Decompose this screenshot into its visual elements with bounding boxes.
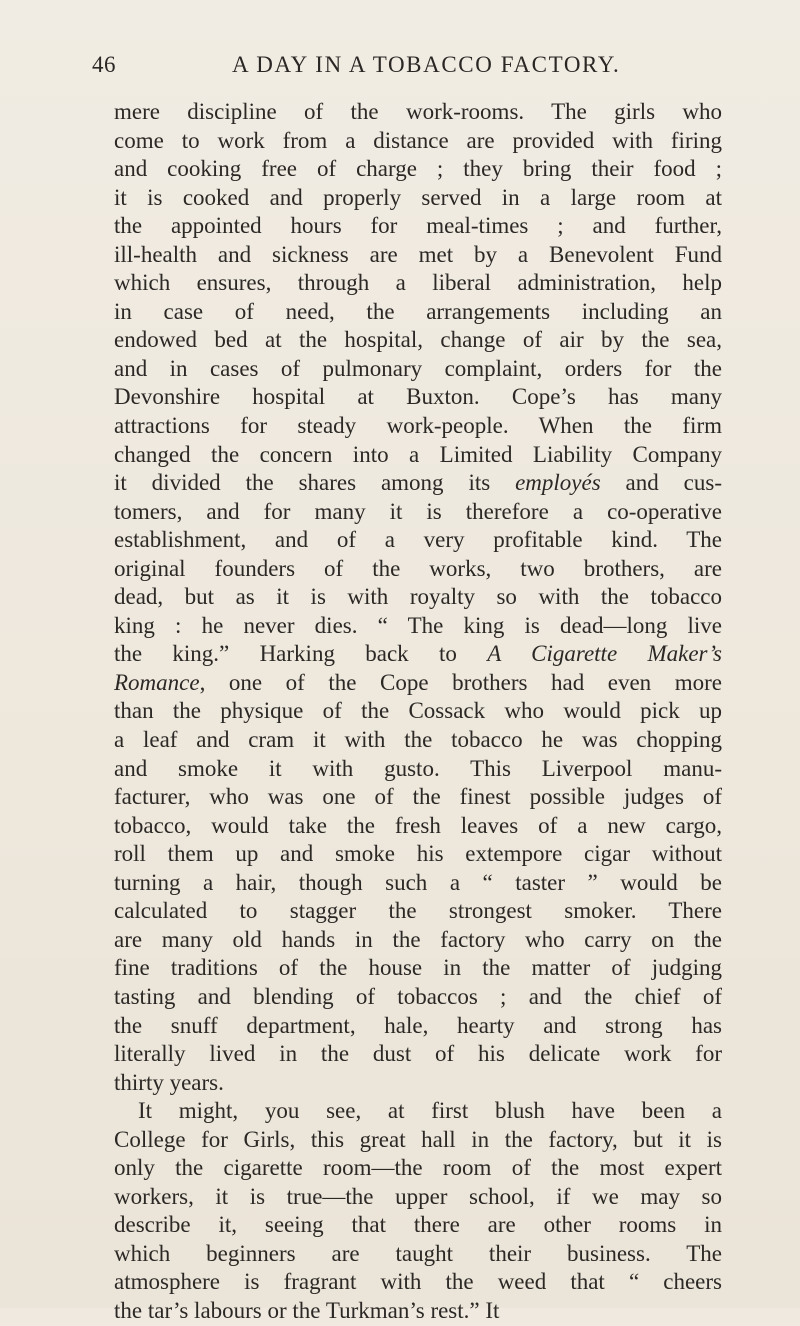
text-line: the tar’s labours or the Turkman’s rest.” It	[114, 1297, 500, 1323]
text-line: College for Girls, this great hall in the factory, but it is	[114, 1126, 722, 1152]
text-segment: , one of the Cope brothers had even more	[199, 669, 722, 695]
text-line: it is cooked and properly served in a large room at	[114, 184, 722, 210]
italic-text-segment: A Cigarette Maker’s	[487, 641, 722, 667]
text-line: attractions for steady work-people. When the firm	[114, 413, 722, 439]
text-line: dead, but as it is with royalty so with the tobacco	[114, 584, 722, 610]
text-line: which ensures, through a liberal administration, help	[114, 270, 722, 296]
page-number: 46	[92, 52, 116, 77]
text-line	[114, 469, 722, 498]
text-line: roll them up and smoke his extempore cigar without	[114, 841, 722, 867]
text-line: fine traditions of the house in the matter of judging	[114, 955, 722, 981]
text-line: and in cases of pulmonary complaint, orders for the	[114, 355, 722, 381]
text-line: workers, it is true—the upper school, if we may so	[114, 1183, 722, 1209]
text-line: which beginners are taught their business. The	[114, 1240, 722, 1266]
text-line: only the cigarette room—the room of the most expert	[114, 1155, 722, 1181]
text-line: establishment, and of a very profitable kind. The	[114, 527, 722, 553]
running-head: A DAY IN A TOBACCO FACTORY.	[232, 52, 621, 77]
text-line: and cooking free of charge ; they bring their food ;	[114, 156, 722, 182]
text-line	[114, 640, 722, 669]
text-line: tasting and blending of tobaccos ; and the chief of	[114, 983, 722, 1009]
text-line: thirty years.	[114, 1069, 224, 1095]
text-line: calculated to stagger the strongest smoker. There	[114, 898, 722, 924]
text-line: original founders of the works, two brothers, are	[114, 555, 722, 581]
text-line: turning a hair, though such a “ taster ” would be	[114, 869, 722, 895]
text-segment: it divided the shares among its	[114, 470, 516, 496]
page-header	[92, 52, 732, 84]
text-line: the appointed hours for meal-times ; and further,	[114, 213, 722, 239]
text-line: come to work from a distance are provided with firing	[114, 127, 722, 153]
text-line: in case of need, the arrangements including an	[114, 298, 722, 324]
text-line: atmosphere is fragrant with the weed that “ cheers	[114, 1269, 722, 1295]
text-line: endowed bed at the hospital, change of air by the sea,	[114, 327, 722, 353]
text-line: facturer, who was one of the finest possible judges of	[114, 784, 722, 810]
text-line: tomers, and for many it is therefore a co-operative	[114, 498, 722, 524]
text-line: king : he never dies. “ The king is dead—long live	[114, 612, 722, 638]
text-line: Devonshire hospital at Buxton. Cope’s has many	[114, 384, 722, 410]
text-line: are many old hands in the factory who carry on the	[114, 926, 722, 952]
text-line: tobacco, would take the fresh leaves of a new cargo,	[114, 812, 722, 838]
text-segment: and cus-	[600, 470, 722, 496]
italic-text-segment: employés	[515, 470, 601, 496]
text-line	[114, 669, 722, 698]
text-line: literally lived in the dust of his delicate work for	[114, 1041, 722, 1067]
text-line: mere discipline of the work-rooms. The girls who	[114, 99, 722, 124]
text-line: the snuff department, hale, hearty and strong has	[114, 1012, 722, 1038]
text-line: describe it, seeing that there are other rooms in	[114, 1212, 722, 1238]
text-line: It might, you see, at first blush have been a	[138, 1098, 722, 1124]
text-line: and smoke it with gusto. This Liverpool manu-	[114, 755, 722, 781]
text-line: ill-health and sickness are met by a Benevolent Fund	[114, 241, 722, 267]
text-line: changed the concern into a Limited Liability Company	[114, 441, 722, 467]
italic-text-segment: Romance	[114, 669, 200, 695]
text-line: than the physique of the Cossack who would pick up	[114, 698, 722, 724]
text-segment: the king.” Harking back to	[114, 641, 488, 667]
body-text	[114, 98, 722, 1326]
text-line: a leaf and cram it with the tobacco he was chopping	[114, 727, 722, 753]
